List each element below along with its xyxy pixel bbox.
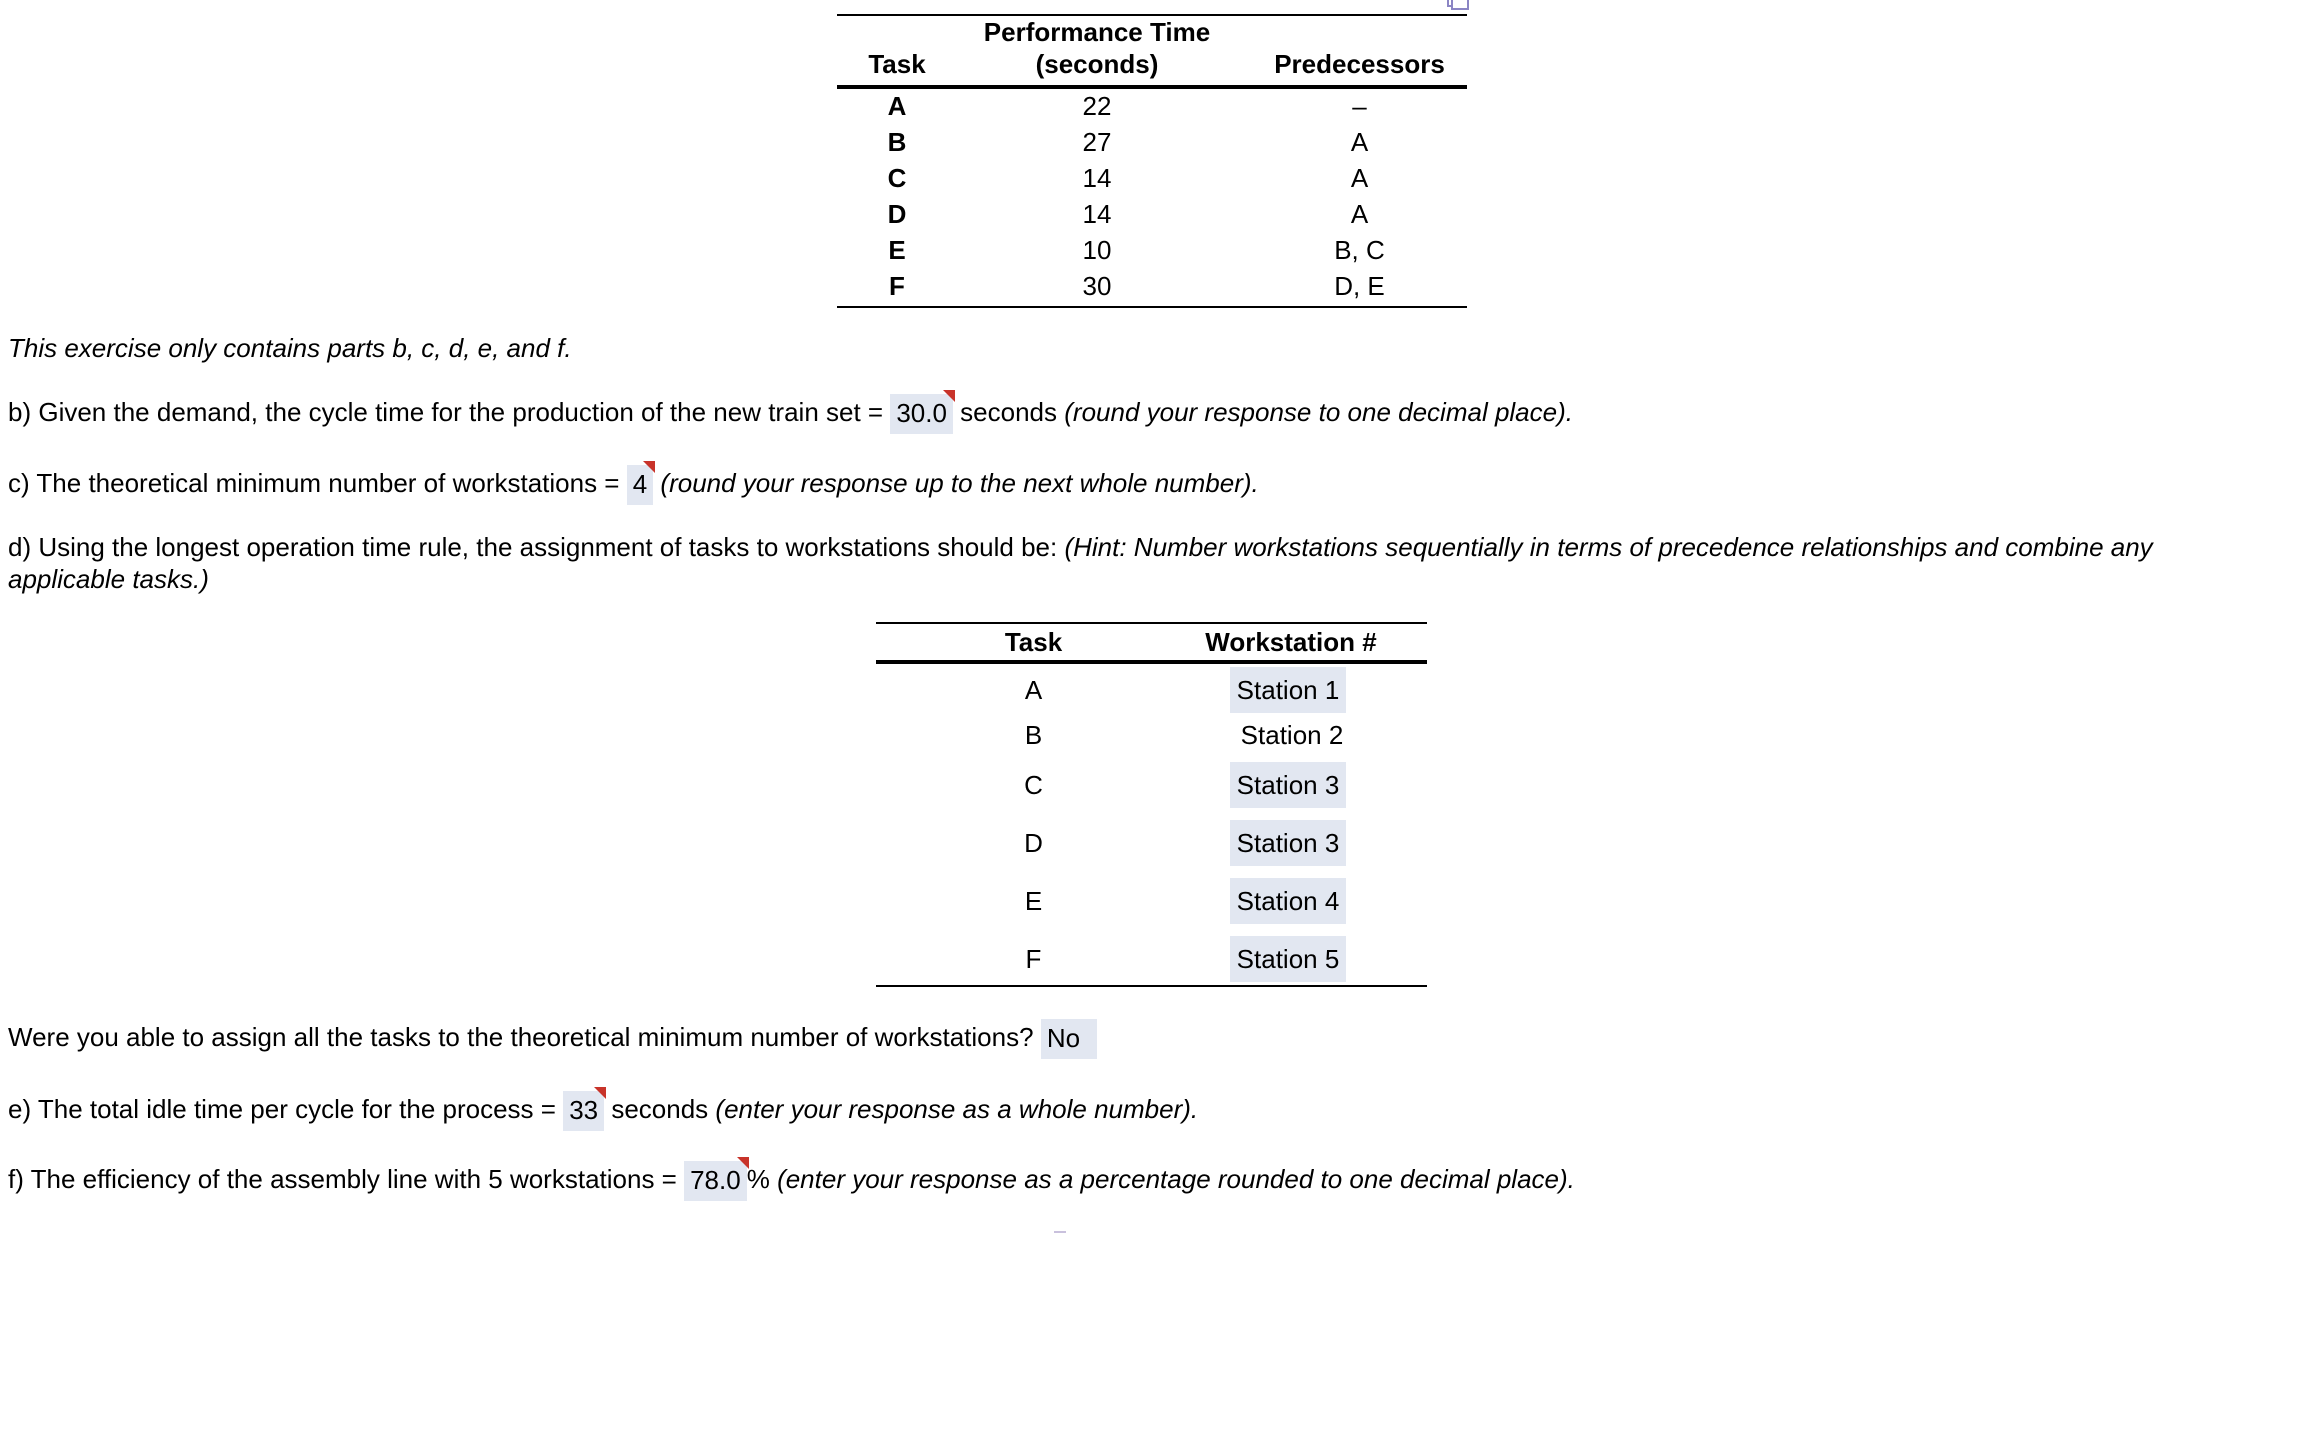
part-b-unit: seconds xyxy=(960,396,1058,427)
part-f-prompt: f) The efficiency of the assembly line with 5 workstations = xyxy=(8,1163,677,1194)
task-cell: A xyxy=(887,91,907,121)
workstation-select[interactable]: Station 4 xyxy=(1230,878,1346,924)
header-task: Task xyxy=(868,49,926,79)
time-cell: 27 xyxy=(1082,127,1112,157)
task-cell: D xyxy=(887,199,907,229)
predecessor-cell: D, E xyxy=(1334,271,1385,301)
part-f-hint: (enter your response as a percentage rounded to one decimal place). xyxy=(777,1163,1575,1194)
predecessor-cell: – xyxy=(1352,91,1367,121)
time-cell: 30 xyxy=(1082,271,1112,301)
answer-flag-icon xyxy=(594,1087,606,1099)
part-e-hint: (enter your response as a whole number). xyxy=(715,1093,1199,1124)
part-d-line1 xyxy=(8,531,2153,563)
predecessor-cell: B, C xyxy=(1334,235,1385,265)
part-c-line xyxy=(8,465,1259,505)
assign-task-cell: D xyxy=(1024,828,1043,858)
part-e-unit: seconds xyxy=(611,1093,709,1124)
task-cell: C xyxy=(887,163,907,193)
workstation-select[interactable]: Station 5 xyxy=(1230,936,1346,982)
cycle-time-value: 30.0 xyxy=(896,398,947,428)
assign-task-cell: C xyxy=(1024,770,1043,800)
part-e-line xyxy=(8,1091,1198,1131)
min-workstations-answer[interactable] xyxy=(627,465,653,505)
header-time-line1: Performance Time xyxy=(983,17,1211,47)
predecessor-cell: A xyxy=(1350,127,1369,157)
part-b-hint: (round your response to one decimal place). xyxy=(1064,396,1573,427)
divider-mark xyxy=(1054,1231,1066,1233)
answer-flag-icon xyxy=(737,1157,749,1169)
cycle-time-answer[interactable] xyxy=(890,394,953,434)
part-d-line2: applicable tasks.) xyxy=(8,564,209,594)
assign-task-cell: F xyxy=(1025,944,1042,974)
workstation-select[interactable]: Station 2 xyxy=(1240,720,1344,750)
idle-time-value: 33 xyxy=(569,1095,599,1125)
task-cell: E xyxy=(888,235,906,265)
efficiency-value: 78.0 xyxy=(690,1165,741,1195)
table-rule xyxy=(876,985,1427,987)
part-c-hint: (round your response up to the next whole number). xyxy=(660,467,1259,498)
predecessor-cell: A xyxy=(1350,163,1369,193)
part-d-hint: (Hint: Number workstations sequentially in terms of precedence relationships and combine any xyxy=(1064,532,2153,562)
assign-task-cell: E xyxy=(1024,886,1043,916)
task-cell: F xyxy=(889,271,905,301)
assign-task-cell: B xyxy=(1024,720,1043,750)
part-d-prompt: d) Using the longest operation time rule, the assignment of tasks to workstations should be: xyxy=(8,532,1058,562)
part-b-prompt: b) Given the demand, the cycle time for the production of the new train set = xyxy=(8,396,884,427)
answer-flag-icon xyxy=(943,390,955,402)
workstation-select[interactable]: Station 1 xyxy=(1230,667,1346,713)
copy-table-icon[interactable] xyxy=(1442,0,1470,10)
part-c-prompt: c) The theoretical minimum number of workstations = xyxy=(8,467,620,498)
idle-time-answer[interactable] xyxy=(563,1091,604,1131)
time-cell: 22 xyxy=(1082,91,1112,121)
table-header-rule xyxy=(837,85,1467,89)
workstation-select[interactable]: Station 3 xyxy=(1230,762,1346,808)
table-header-rule xyxy=(876,660,1427,664)
time-cell: 10 xyxy=(1082,235,1112,265)
min-question-text: Were you able to assign all the tasks to the theoretical minimum number of workstations? xyxy=(8,1021,1034,1052)
intro-text: This exercise only contains parts b, c, d, e, and f. xyxy=(8,333,572,363)
predecessor-cell: A xyxy=(1350,199,1369,229)
table-rule xyxy=(837,306,1467,308)
part-b-line xyxy=(8,394,1573,434)
task-cell: B xyxy=(887,127,907,157)
workstation-select[interactable]: Station 3 xyxy=(1230,820,1346,866)
header-task: Task xyxy=(1004,627,1063,657)
part-f-unit: % xyxy=(746,1163,770,1194)
time-cell: 14 xyxy=(1082,163,1112,193)
min-question-answer[interactable]: No xyxy=(1041,1019,1097,1059)
table-rule xyxy=(876,622,1427,624)
header-workstation: Workstation # xyxy=(1205,627,1377,657)
part-f-line xyxy=(8,1161,1575,1201)
min-question-line xyxy=(8,1019,1097,1059)
min-workstations-value: 4 xyxy=(632,469,648,499)
assign-task-cell: A xyxy=(1024,675,1043,705)
time-cell: 14 xyxy=(1082,199,1112,229)
header-time-line2: (seconds) xyxy=(1035,49,1159,79)
header-predecessors: Predecessors xyxy=(1274,49,1445,79)
answer-flag-icon xyxy=(643,461,655,473)
part-e-prompt: e) The total idle time per cycle for the process = xyxy=(8,1093,556,1124)
efficiency-answer[interactable] xyxy=(684,1161,747,1201)
